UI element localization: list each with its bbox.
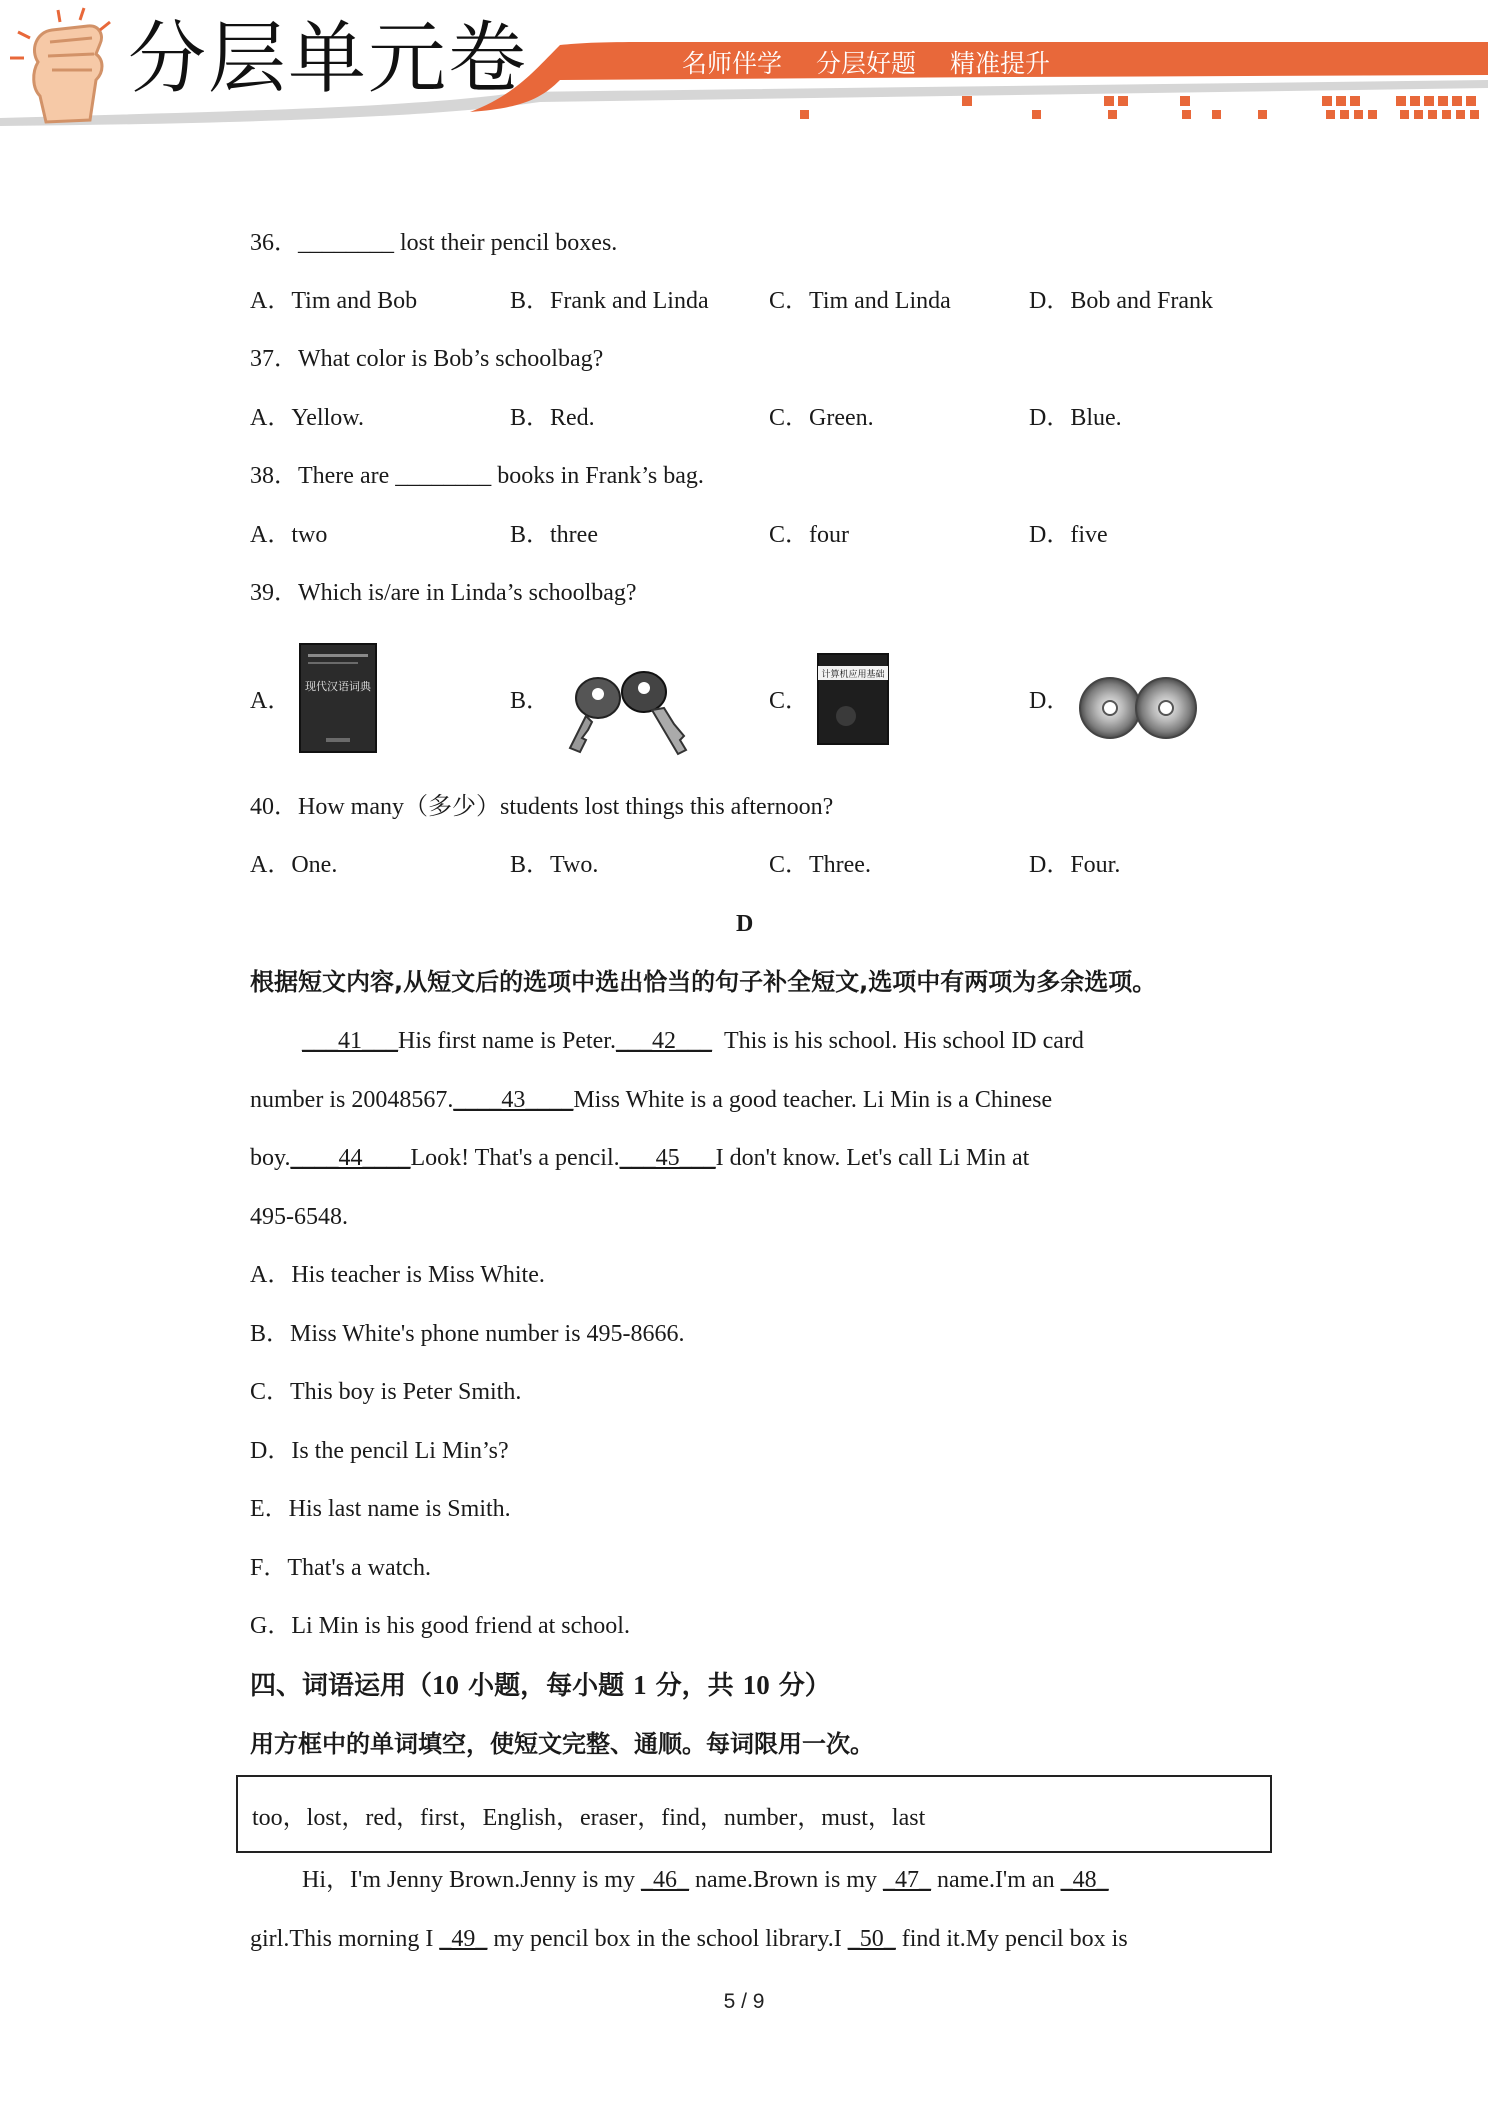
dictionary-title: 现代汉语词典	[305, 680, 371, 693]
q40-option-a: A．One.	[250, 852, 338, 878]
q36-option-d: D．Bob and Frank	[1029, 288, 1213, 314]
q40-option-d: D．Four.	[1029, 852, 1121, 878]
q38-option-b: B．three	[510, 522, 598, 548]
passage-text: Look! That's a pencil.	[410, 1145, 620, 1171]
keys-icon	[556, 664, 692, 764]
q36-option-a: A．Tim and Bob	[250, 288, 418, 314]
passage-4-line-1	[302, 1865, 1109, 1895]
blank-43: ____43____	[453, 1087, 574, 1113]
passage-d-line-2	[250, 1085, 1052, 1115]
blank-48: _48_	[1060, 1867, 1109, 1893]
passage-text: name.I'm an	[930, 1867, 1061, 1893]
q38-option-c: C．four	[769, 522, 849, 548]
passage-text: name.Brown is my	[688, 1867, 883, 1893]
dictionary-book-icon	[298, 642, 378, 754]
passage-text: This is his school. His school ID card	[723, 1028, 1084, 1054]
blank-49: _49_	[439, 1926, 488, 1952]
q36-option-b: B．Frank and Linda	[510, 288, 709, 314]
passage-4-line-2	[250, 1924, 1128, 1954]
section-d-instruction: 根据短文内容,从短文后的选项中选出恰当的句子补全短文,选项中有两项为多余选项。	[250, 968, 1157, 996]
choice-c: C．This boy is Peter Smith.	[250, 1379, 522, 1405]
q38-option-a: A．two	[250, 522, 328, 548]
q37-option-d: D．Blue.	[1029, 405, 1122, 431]
blank-44: ____44____	[290, 1145, 411, 1171]
page-number: 5 / 9	[723, 1990, 765, 2013]
q40-stem: 40．How many（多少）students lost things this afternoon?	[250, 794, 834, 820]
passage-d-line-4: 495-6548.	[250, 1204, 348, 1230]
passage-text: girl.This morning I	[250, 1926, 440, 1952]
section-4-instruction: 用方框中的单词填空，使短文完整、通顺。每词限用一次。	[250, 1730, 874, 1758]
q39-label-b: B．	[510, 688, 551, 714]
choice-a: A．His teacher is Miss White.	[250, 1262, 545, 1288]
slogan-2: 分层好题	[815, 49, 916, 78]
blank-50: _50_	[847, 1926, 896, 1952]
q40-option-c: C．Three.	[769, 852, 871, 878]
section-d-letter: D	[736, 911, 754, 937]
q37-option-c: C．Green.	[769, 405, 874, 431]
passage-text: number is 20048567.	[250, 1087, 454, 1113]
cd-discs-icon	[1076, 674, 1200, 740]
brand-title: 分层单元卷	[128, 14, 529, 104]
slogan-1: 名师伴学	[682, 49, 783, 78]
word-bank-words: too，lost，red，first，English，eraser，find，number，must，last	[252, 1805, 926, 1831]
blank-47: _47_	[882, 1867, 931, 1893]
q38-stem: 38．There are ________ books in Frank’s bag.	[250, 463, 704, 489]
passage-text: I don't know. Let's call Li Min at	[715, 1145, 1030, 1171]
q37-stem: 37．What color is Bob’s schoolbag?	[250, 346, 604, 372]
blank-42: ___42___	[615, 1028, 712, 1054]
q36-stem: 36．________ lost their pencil boxes.	[250, 230, 618, 256]
passage-text: Miss White is a good teacher. Li Min is a Chinese	[573, 1087, 1053, 1113]
q37-option-a: A．Yellow.	[250, 405, 365, 431]
q39-label-d: D．	[1029, 688, 1071, 714]
blank-46: _46_	[640, 1867, 689, 1893]
slogan-3: 精准提升	[949, 49, 1050, 78]
passage-text: His first name is Peter.	[398, 1028, 616, 1054]
choice-e: E．His last name is Smith.	[250, 1496, 511, 1522]
passage-d-line-3	[250, 1143, 1029, 1173]
passage-text: boy.	[250, 1145, 291, 1171]
q39-label-c: C．	[769, 688, 810, 714]
computer-book-title: 计算机应用基础	[821, 670, 885, 680]
blank-41: ___41___	[302, 1028, 398, 1054]
section-4-title: 四、词语运用（10 小题，每小题 1 分，共 10 分）	[250, 1670, 831, 1701]
q39-stem: 39．Which is/are in Linda’s schoolbag?	[250, 580, 637, 606]
q37-option-b: B．Red.	[510, 405, 595, 431]
blank-45: ___45___	[619, 1145, 716, 1171]
q39-label-a: A．	[250, 688, 292, 714]
passage-text: Hi，I'm Jenny Brown.Jenny is my	[302, 1867, 641, 1893]
computer-book-icon	[816, 652, 890, 746]
choice-f: F．That's a watch.	[250, 1555, 431, 1581]
passage-text: find it.My pencil box is	[895, 1926, 1128, 1952]
q40-option-b: B．Two.	[510, 852, 599, 878]
passage-d-line-1	[302, 1026, 1084, 1056]
choice-g: G．Li Min is his good friend at school.	[250, 1613, 630, 1639]
word-bank-box	[236, 1775, 1272, 1853]
q36-option-c: C．Tim and Linda	[769, 288, 951, 314]
passage-text: my pencil box in the school library.I	[487, 1926, 848, 1952]
q38-option-d: D．five	[1029, 522, 1108, 548]
choice-b: B．Miss White's phone number is 495-8666.	[250, 1321, 685, 1347]
choice-d: D．Is the pencil Li Min’s?	[250, 1438, 509, 1464]
